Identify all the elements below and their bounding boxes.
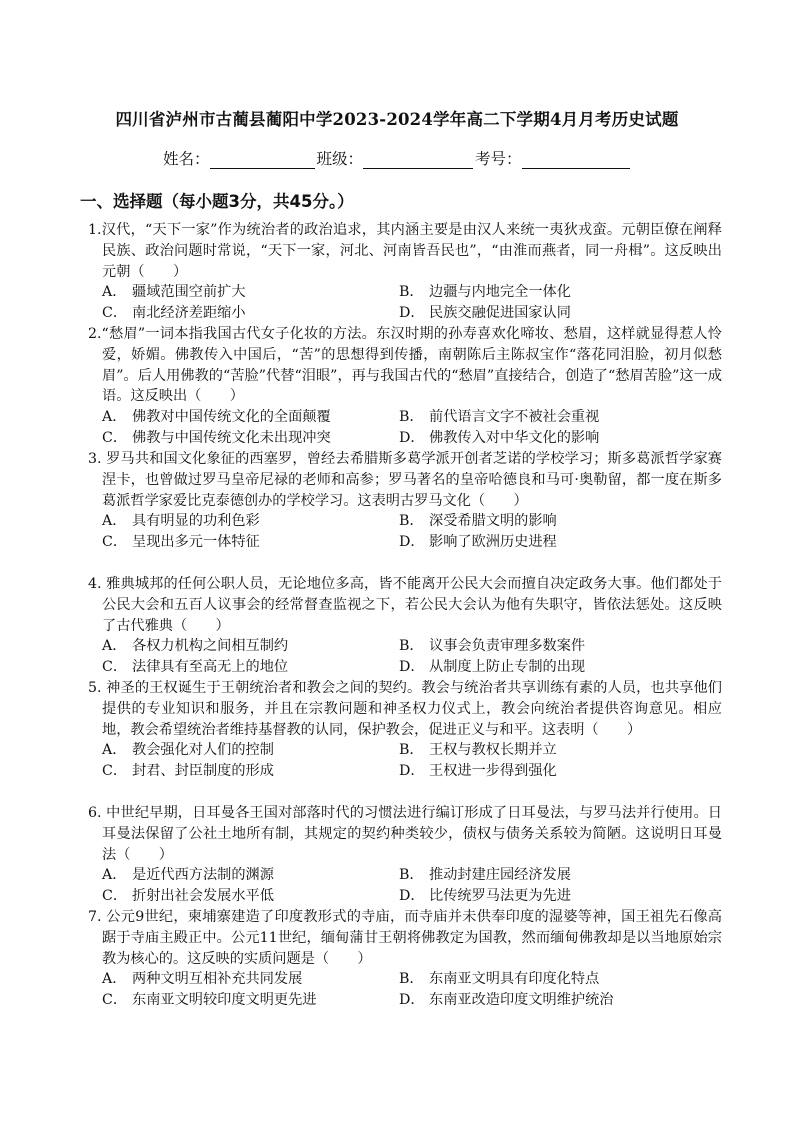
option-b[interactable]: B． 推动封建庄园经济发展 <box>399 867 571 884</box>
question-1 <box>88 220 722 324</box>
options <box>102 407 722 449</box>
question-stem: 7. 公元9世纪，柬埔寨建造了印度教形式的寺庙，而寺庙并未供奉印度的湿婆等神，国王祖先石像高踞于寺庙主殿正中。公元11世纪，缅甸蒲甘王朝将佛教定为国教，然而缅甸佛教却是以当地原始宗教为核心的。这反映的实质问题是（ ） <box>88 909 722 967</box>
question-stem: 2.“愁眉”一词本指我国古代女子化妆的方法。东汉时期的孙寿喜欢化啼妆、愁眉，这样就显得惹人怜爱，娇媚。佛教传入中国后，“苦”的思想得到传播，南朝陈后主陈叔宝作“落花同泪脸，初月似愁眉”。后人用佛教的“苦脸”代替“泪眼”，再与我国古代的“愁眉”直接结合，创造了“愁眉苦脸”这一成语。这反映出（ ） <box>88 326 722 405</box>
option-a[interactable]: A． 具有明显的功利色彩 <box>102 513 260 530</box>
options <box>102 969 722 1011</box>
option-c[interactable]: C． 呈现出多元一体特征 <box>102 534 260 551</box>
option-b[interactable]: B． 议事会负责审理多数案件 <box>399 638 586 655</box>
option-a[interactable]: A． 各权力机构之间相互制约 <box>102 638 289 655</box>
options <box>102 282 722 324</box>
option-a[interactable]: A． 教会强化对人们的控制 <box>102 742 274 759</box>
class-label: 班级： <box>316 150 364 168</box>
question-5 <box>88 678 722 782</box>
question-4 <box>88 574 722 678</box>
option-c[interactable]: C． 东南亚文明较印度文明更先进 <box>102 992 317 1009</box>
question-stem: 5. 神圣的王权诞生于王朝统治者和教会之间的契约。教会与统治者共享训练有素的人员，也共享他们提供的专业知识和服务，并且在宗教问题和神圣权力仪式上，教会向统治者提供咨询意见。相应地，教会希望统治者维持基督教的认同，保护教会，促进正义与和平。这表明（ ） <box>88 680 722 738</box>
option-b[interactable]: B． 东南亚文明具有印度化特点 <box>399 971 600 988</box>
name-label: 姓名： <box>163 150 210 168</box>
option-c[interactable]: C． 法律具有至高无上的地位 <box>102 659 289 676</box>
question-stem: 6. 中世纪早期，日耳曼各王国对部落时代的习惯法进行编订形成了日耳曼法，与罗马法并行使用。日耳曼法保留了公社土地所有制，其规定的契约种类较少，债权与债务关系较为简陋。这说明日耳曼法（ ） <box>88 805 722 863</box>
options <box>102 636 722 678</box>
exam-title: 四川省泸州市古蔺县蔺阳中学2023-2024学年高二下学期4月月考历史试题 <box>115 110 679 129</box>
option-d[interactable]: D． 从制度上防止专制的出现 <box>399 659 586 676</box>
option-b[interactable]: B． 前代语言文字不被社会重视 <box>399 409 600 426</box>
option-a[interactable]: A． 两种文明互相补充共同发展 <box>102 971 303 988</box>
option-b[interactable]: B． 王权与教权长期并立 <box>399 742 557 759</box>
option-b[interactable]: B． 深受希腊文明的影响 <box>399 513 557 530</box>
option-d[interactable]: D． 比传统罗马法更为先进 <box>399 888 571 905</box>
option-b[interactable]: B． 边疆与内地完全一体化 <box>399 284 571 301</box>
option-d[interactable]: D． 佛教传入对中华文化的影响 <box>399 429 600 446</box>
student-info-line <box>163 147 632 169</box>
option-c[interactable]: C． 折射出社会发展水平低 <box>102 888 274 905</box>
question-3 <box>88 449 722 553</box>
name-blank[interactable] <box>210 150 315 169</box>
question-6 <box>88 803 722 907</box>
option-d[interactable]: D． 影响了欧洲历史进程 <box>399 534 557 551</box>
question-stem: 4. 雅典城邦的任何公职人员，无论地位多高，皆不能离开公民大会而擅自决定政务大事。他们都处于公民大会和五百人议事会的经常督查监视之下，若公民大会认为他有失职守，皆依法惩处。这反映了古代雅典（ ） <box>88 576 722 634</box>
question-stem: 1.汉代，“天下一家”作为统治者的政治追求，其内涵主要是由汉人来统一夷狄戎蛮。元朝臣僚在阐释民族、政治问题时常说，“天下一家，河北、河南皆吾民也”，“由淮而燕者，同一舟楫”。这反映出元朝（ ） <box>88 222 722 280</box>
option-d[interactable]: D． 王权进一步得到强化 <box>399 763 557 780</box>
options <box>102 740 722 782</box>
option-a[interactable]: A． 疆域范围空前扩大 <box>102 284 246 301</box>
option-c[interactable]: C． 封君、封臣制度的形成 <box>102 763 274 780</box>
section-heading: 一、选择题（每小题3分，共45分。） <box>80 192 354 211</box>
options <box>102 511 722 553</box>
option-a[interactable]: A． 佛教对中国传统文化的全面颠覆 <box>102 409 331 426</box>
number-label: 考号： <box>475 150 522 168</box>
option-c[interactable]: C． 佛教与中国传统文化未出现冲突 <box>102 429 331 446</box>
question-7 <box>88 907 722 1011</box>
number-blank[interactable] <box>522 150 630 169</box>
question-stem: 3. 罗马共和国文化象征的西塞罗，曾经去希腊斯多葛学派开创者芝诺的学校学习；斯多葛派哲学家赛涅卡，也曾做过罗马皇帝尼禄的老师和高参；罗马著名的皇帝哈德良和马可·奥勒留，都一度在斯多葛派哲学家爱比克泰德创办的学校学习。这表明古罗马文化（ ） <box>88 451 722 509</box>
option-a[interactable]: A． 是近代西方法制的渊源 <box>102 867 274 884</box>
option-d[interactable]: D． 东南亚改造印度文明维护统治 <box>399 992 614 1009</box>
option-d[interactable]: D． 民族交融促进国家认同 <box>399 305 571 322</box>
option-c[interactable]: C． 南北经济差距缩小 <box>102 305 246 322</box>
options <box>102 865 722 907</box>
question-2 <box>88 324 722 449</box>
class-blank[interactable] <box>363 150 473 169</box>
